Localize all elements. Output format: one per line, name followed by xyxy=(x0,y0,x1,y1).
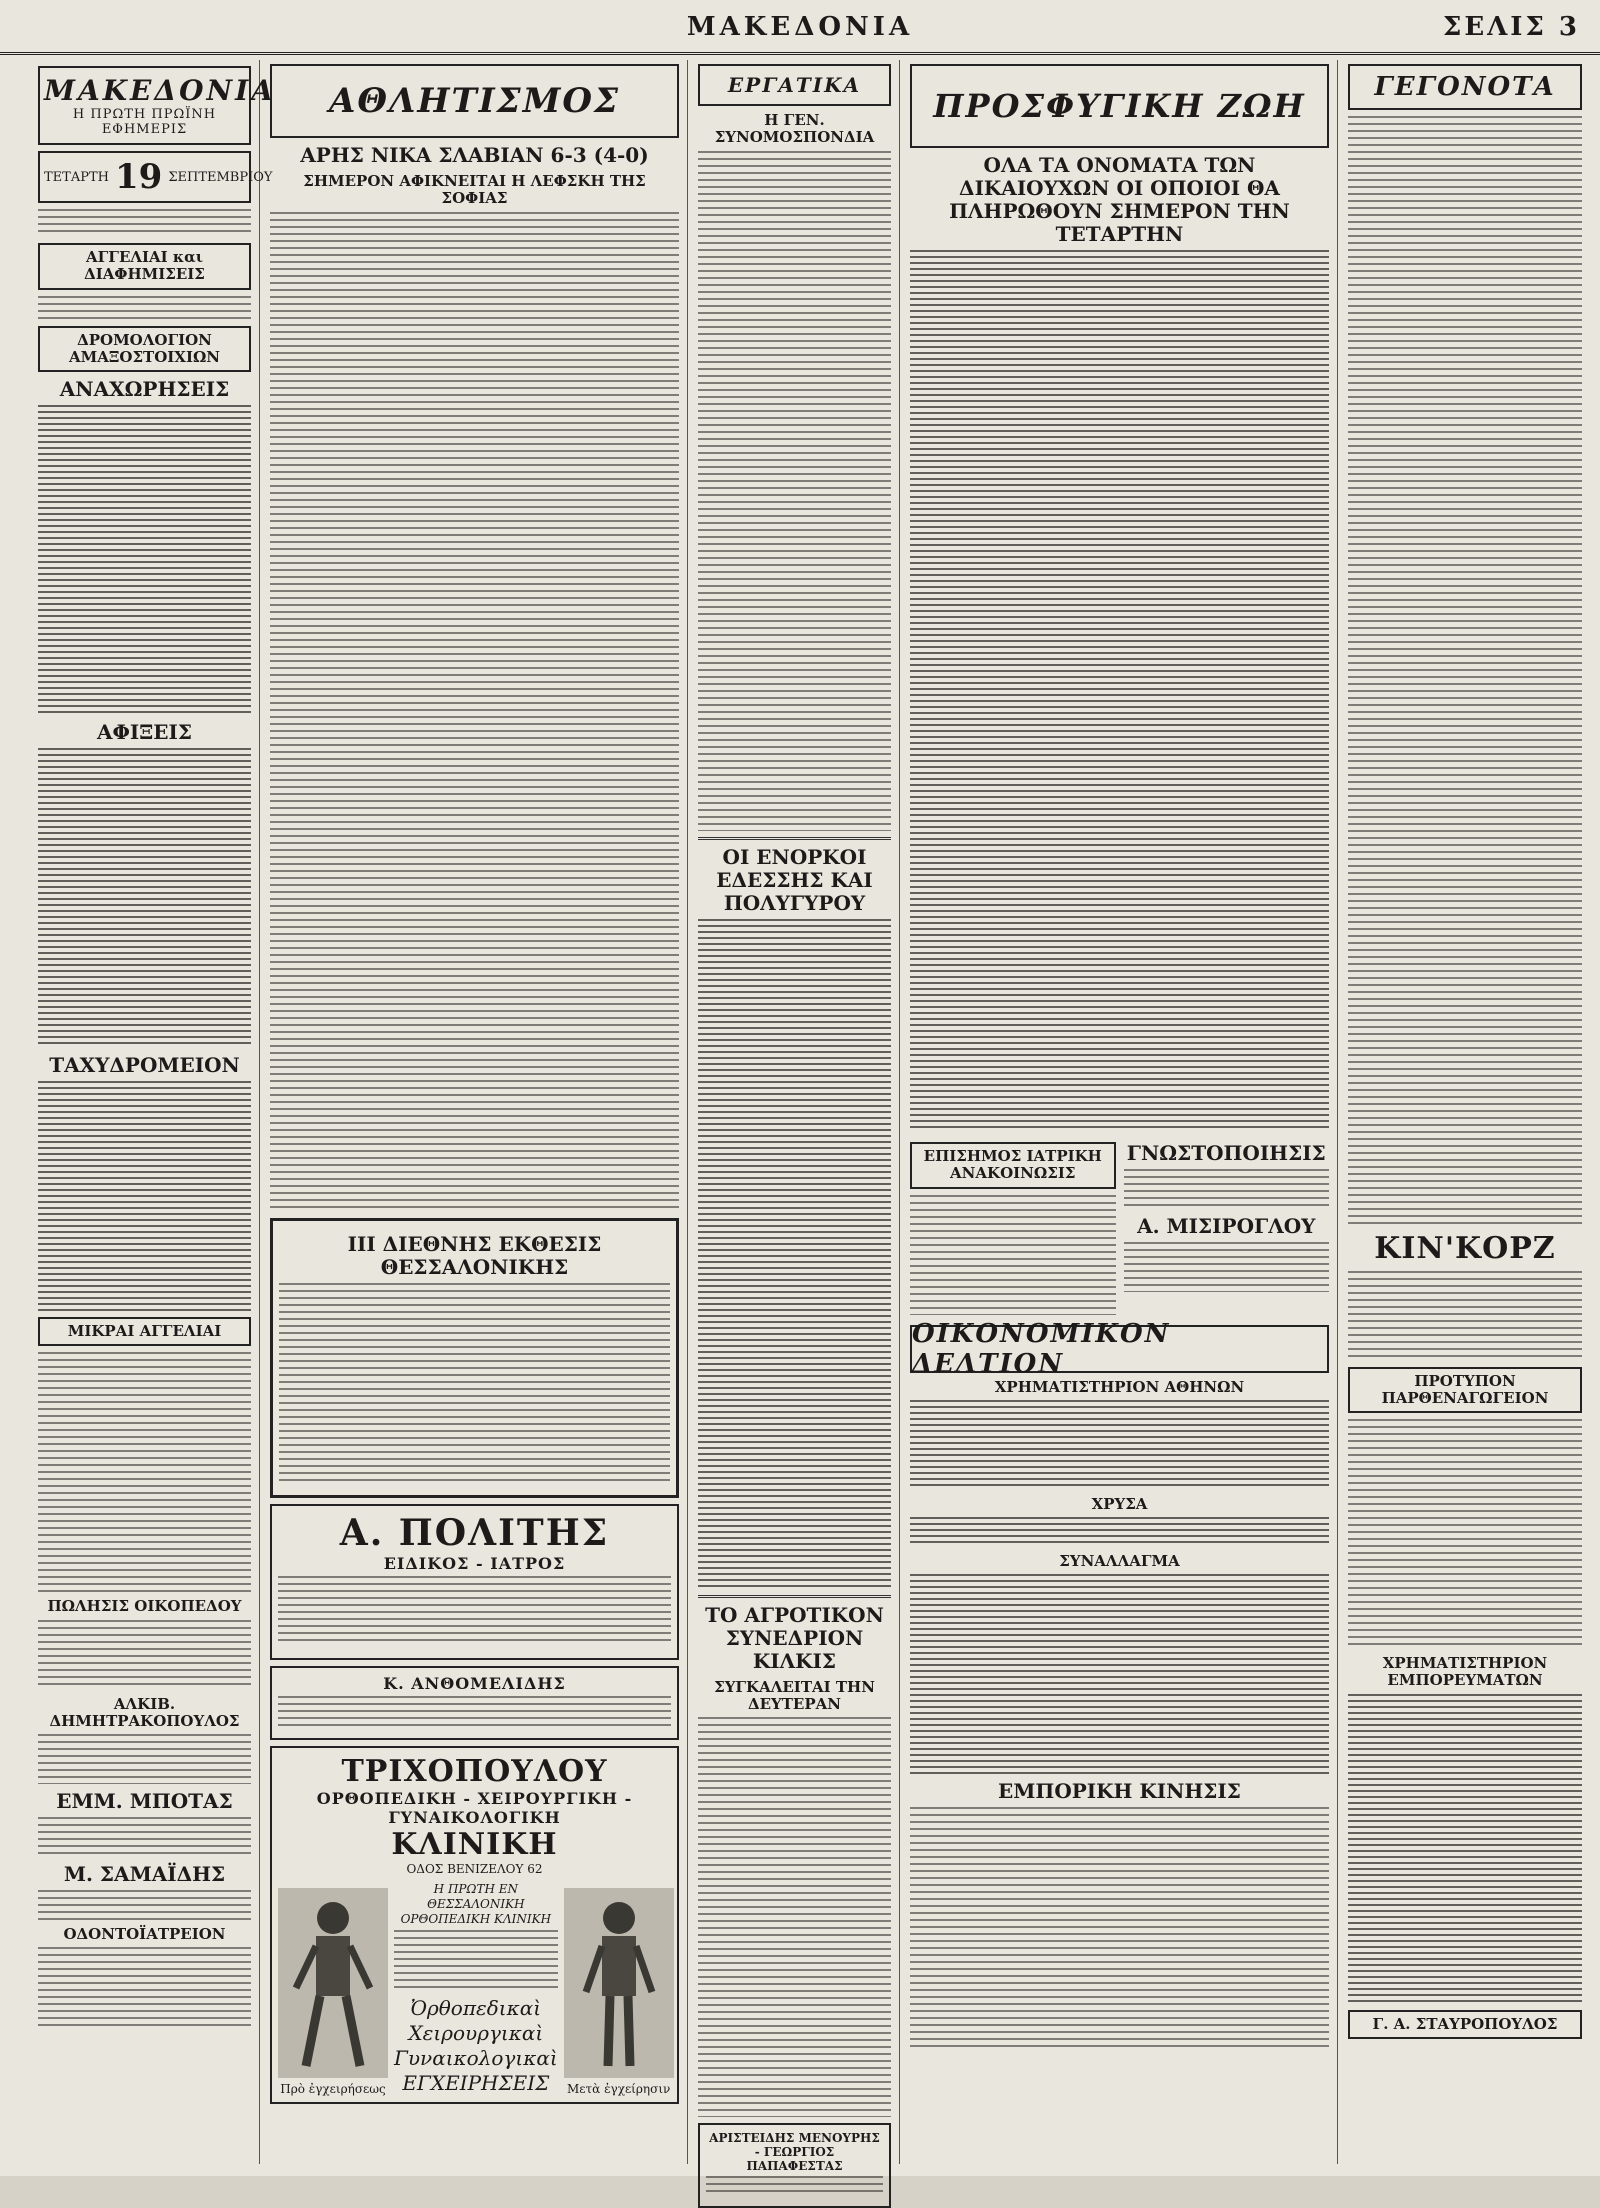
date-box xyxy=(38,151,273,203)
labor-article-text xyxy=(698,151,891,831)
clinic-word: ΚΛΙΝΙΚΗ xyxy=(391,1826,558,1862)
small-ads-text xyxy=(38,1352,251,1592)
announcements-text xyxy=(1124,1169,1330,1209)
jurors-headline: ΟΙ ΕΝΟΡΚΟΙ ΕΔΕΣΣΗΣ ΚΑΙ ΠΟΛΥΓΥΡΟΥ xyxy=(716,844,873,915)
day-label: ΤΕΤΑΡΤΗ xyxy=(44,169,109,185)
medical-notice xyxy=(910,1136,1116,1321)
politis-title: ΕΙΔΙΚΟΣ - ΙΑΤΡΟΣ xyxy=(383,1553,566,1573)
departures-heading: ΑΝΑΧΩΡΗΣΕΙΣ xyxy=(59,377,230,401)
child-before-illustration xyxy=(278,1888,388,2078)
events-section-banner: ΓΕΓΟΝΟΤΑ xyxy=(1348,64,1582,110)
politis-ad xyxy=(270,1504,679,1660)
text-block xyxy=(38,1734,251,1784)
misiroglou-text xyxy=(1124,1242,1330,1292)
arrivals-heading: ΑΦΙΞΕΙΣ xyxy=(96,720,193,744)
plots-heading: ΠΩΛΗΣΙΣ ΟΙΚΟΠΕΔΟΥ xyxy=(47,1597,242,1616)
sports-article-text xyxy=(270,212,679,1212)
divider xyxy=(698,1595,891,1598)
clinic-center xyxy=(388,1882,564,2096)
doctor2-name: ΕΜΜ. ΜΠΟΤΑΣ xyxy=(56,1789,233,1813)
date-number: 19 xyxy=(114,157,163,197)
clinic-specialties: ΟΡΘΟΠΕΔΙΚΗ - ΧΕΙΡΟΥΡΓΙΚΗ - ΓΥΝΑΙΚΟΛΟΓΙΚΗ xyxy=(316,1788,633,1827)
paper-title: ΜΑΚΕΔΟΝΙΑ xyxy=(44,74,276,107)
sports-headline: ΑΡΗΣ ΝΙΚΑ ΣΛΑΒΙΑΝ 6-3 (4-0) xyxy=(300,143,649,167)
figure-before xyxy=(278,1888,388,2096)
clinic-operations: Ὀρθοπεδικαὶ Χειρουργικαὶ Γυναικολογικαὶ ΕΓΧΕΙΡΗΣΕΙΣ xyxy=(394,1995,558,2095)
child-after-illustration xyxy=(564,1888,674,2078)
agri-congress-text xyxy=(698,1717,891,2117)
medical-notice-text xyxy=(910,1195,1116,1315)
goods-exchange-table xyxy=(1348,1694,1582,2004)
text-block xyxy=(38,1620,251,1690)
doctor1-name: ΑΛΚΙΒ. ΔΗΜΗΤΡΑΚΟΠΟΥΛΟΣ xyxy=(49,1694,240,1730)
ads-title: ΑΓΓΕΛΙΑΙ και ΔΙΑΦΗΜΙΣΕΙΣ xyxy=(38,243,251,290)
athens-exchange-table xyxy=(910,1400,1329,1490)
text-block xyxy=(38,1817,251,1857)
post-table xyxy=(38,1081,251,1311)
column-1 xyxy=(30,60,276,2164)
labor-subhead: Η ΓΕΝ. ΣΥΝΟΜΟΣΠΟΝΔΙΑ xyxy=(714,111,875,147)
misiroglou-name: Α. ΜΙΣΙΡΟΓΛΟΥ xyxy=(1137,1214,1316,1238)
refugee-headline: ΟΛΑ ΤΑ ΟΝΟΜΑΤΑ ΤΩΝ ΔΙΚΑΙΟΥΧΩΝ ΟΙ ΟΠΟΙΟΙ ΘΑ ΠΛΗΡΩΘΟΥΝ ΣΗΜΕΡΟΝ ΤΗΝ ΤΕΤΑΡΤΗΝ xyxy=(949,153,1290,246)
lawyers-text xyxy=(706,2176,883,2194)
commerce-text xyxy=(910,1807,1329,2047)
schools-heading: ΠΡΟΤΥΠΟΝ ΠΑΡΘΕΝΑΓΩΓΕΙΟΝ xyxy=(1348,1367,1582,1414)
notices-row xyxy=(910,1136,1329,1321)
paper-title-box xyxy=(38,66,276,145)
column-3 xyxy=(690,60,900,2173)
anthomelidis-name: Κ. ΑΝΘΟΜΕΛΙΔΗΣ xyxy=(383,1673,566,1693)
divider xyxy=(698,837,891,840)
events-text xyxy=(1348,116,1582,1226)
clinic-name: ΤΡΙΧΟΠΟΥΛΟΥ xyxy=(341,1753,608,1789)
labor-section-banner: ΕΡΓΑΤΙΚΑ xyxy=(698,64,891,106)
stavropoulos-ad: Γ. Α. ΣΤΑΥΡΟΠΟΥΛΟΣ xyxy=(1348,2010,1582,2039)
masthead xyxy=(0,0,1600,55)
gold-table xyxy=(910,1517,1329,1547)
refugee-names-list xyxy=(910,250,1329,1130)
expo-title: ΙΙΙ ΔΙΕΘΝΗΣ ΕΚΘΕΣΙΣ ΘΕΣΣΑΛΟΝΙΚΗΣ xyxy=(347,1231,602,1279)
departures-table xyxy=(38,405,251,715)
goods-exchange-heading: ΧΡΗΜΑΤΙΣΤΗΡΙΟΝ ΕΜΠΟΡΕΥΜΑΤΩΝ xyxy=(1382,1654,1548,1690)
arrivals-table xyxy=(38,748,251,1048)
clinic-first-note: Η ΠΡΩΤΗ ΕΝ ΘΕΣΣΑΛΟΝΙΚΗ ΟΡΘΟΠΕΔΙΚΗ ΚΛΙΝΙΚΗ xyxy=(400,1881,552,1926)
financial-bulletin-banner: ΟΙΚΟΝΟΜΙΚΟΝ ΔΕΛΤΙΟΝ xyxy=(910,1325,1329,1373)
paper-subtitle: Η ΠΡΩΤΗ ΠΡΩΪΝΗ ΕΦΗΜΕΡΙΣ xyxy=(72,107,217,137)
cinema-ad-title: ΚΙΝ'ΚΟΡΖ xyxy=(1374,1231,1556,1266)
column-4 xyxy=(902,60,1338,2164)
anthomelidis-ad xyxy=(270,1666,679,1740)
gold-heading: ΧΡΥΣΑ xyxy=(1091,1494,1148,1513)
text-block xyxy=(38,209,251,237)
page-number: ΣΕΛΙΣ 3 xyxy=(1442,12,1580,42)
athens-exchange-heading: ΧΡΗΜΑΤΙΣΤΗΡΙΟΝ ΑΘΗΝΩΝ xyxy=(994,1377,1245,1396)
caption-before: Πρὸ ἐγχειρήσεως xyxy=(280,2081,386,2096)
expo-notice xyxy=(270,1218,679,1498)
agri-congress-subhead: ΣΥΓΚΑΛΕΙΤΑΙ ΤΗΝ ΔΕΥΤΕΡΑΝ xyxy=(714,1677,875,1713)
fx-heading: ΣΥΝΑΛΛΑΓΜΑ xyxy=(1059,1552,1180,1570)
jurors-list xyxy=(698,919,891,1589)
figure-after xyxy=(564,1888,674,2096)
sports-section-banner: ΑΘΛΗΤΙΣΜΟΣ xyxy=(270,64,679,138)
masthead-title: ΜΑΚΕΔΟΝΙΑ xyxy=(686,12,914,42)
politis-name: Α. ΠΟΛΙΤΗΣ xyxy=(339,1511,610,1554)
schedule-title: ΔΡΟΜΟΛΟΓΙΟΝ ΑΜΑΞΟΣΤΟΙΧΙΩΝ xyxy=(38,326,251,373)
schools-text xyxy=(1348,1419,1582,1649)
clinic-figures xyxy=(278,1882,671,2096)
commerce-heading: ΕΜΠΟΡΙΚΗ ΚΙΝΗΣΙΣ xyxy=(998,1779,1241,1804)
month-label: ΣΕΠΤΕΜΒΡΙΟΥ xyxy=(168,169,273,185)
small-ads-title: ΜΙΚΡΑΙ ΑΓΓΕΛΙΑΙ xyxy=(38,1317,251,1346)
clinic-text xyxy=(394,1930,558,1990)
announcements xyxy=(1124,1136,1330,1321)
column-5 xyxy=(1340,60,1590,2164)
clinic-address: ΟΔΟΣ ΒΕΝΙΖΕΛΟΥ 62 xyxy=(406,1861,543,1876)
agri-congress-headline: ΤΟ ΑΓΡΟΤΙΚΟΝ ΣΥΝΕΔΡΙΟΝ ΚΙΛΚΙΣ xyxy=(705,1602,884,1673)
expo-text xyxy=(279,1283,670,1483)
doctor3-name: Μ. ΣΑΜΑΪΔΗΣ xyxy=(63,1862,226,1886)
refugee-section-banner: ΠΡΟΣΦΥΓΙΚΗ ΖΩΗ xyxy=(910,64,1329,148)
text-block xyxy=(38,1890,251,1920)
medical-notice-title: ΕΠΙΣΗΜΟΣ ΙΑΤΡΙΚΗ ΑΝΑΚΟΙΝΩΣΙΣ xyxy=(910,1142,1116,1189)
sports-subhead: ΣΗΜΕΡΟΝ ΑΦΙΚΝΕΙΤΑΙ Η ΛΕΦΣΚΗ ΤΗΣ ΣΟΦΙΑΣ xyxy=(303,172,646,208)
lawyers-names: ΑΡΙΣΤΕΙΔΗΣ ΜΕΝΟΥΡΗΣ - ΓΕΩΡΓΙΟΣ ΠΑΠΑΦΕΣΤΑΣ xyxy=(709,2131,880,2173)
clinic-ad xyxy=(270,1746,679,2104)
cinema-ad-text xyxy=(1348,1271,1582,1361)
politis-text xyxy=(278,1576,671,1646)
text-block xyxy=(38,1947,251,2027)
announcements-title: ΓΝΩΣΤΟΠΟΙΗΣΙΣ xyxy=(1126,1141,1326,1165)
anthomelidis-text xyxy=(278,1696,671,1726)
column-2 xyxy=(262,60,688,2164)
text-block xyxy=(38,296,251,320)
caption-after: Μετὰ ἐγχείρησιν xyxy=(567,2081,671,2096)
post-heading: ΤΑΧΥΔΡΟΜΕΙΟΝ xyxy=(49,1053,240,1077)
lawyers-ad xyxy=(698,2123,891,2208)
dentist-heading: ΟΔΟΝΤΟΪΑΤΡΕΙΟΝ xyxy=(63,1925,226,1943)
fx-table xyxy=(910,1574,1329,1774)
